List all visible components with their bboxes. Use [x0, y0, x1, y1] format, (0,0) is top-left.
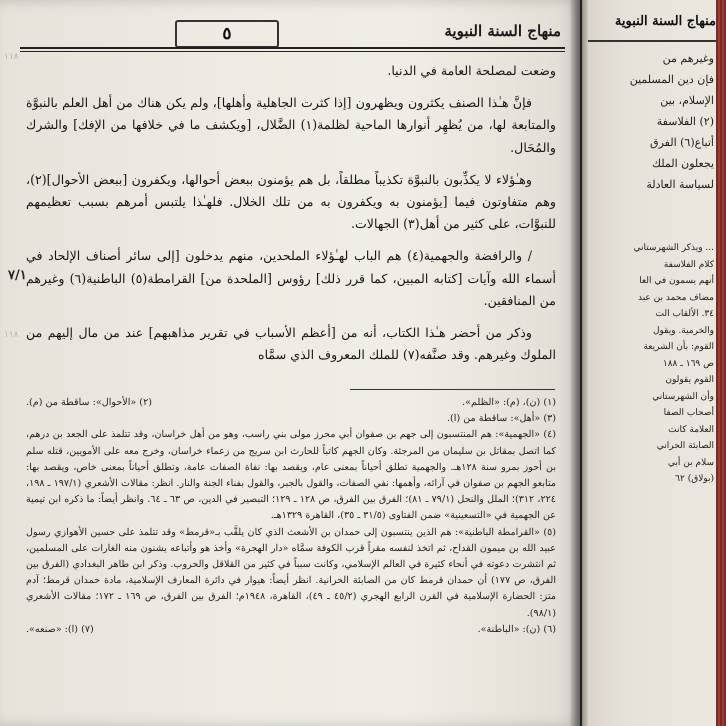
main-text	[26, 60, 556, 376]
footnote-row	[26, 622, 556, 638]
next-page-line: يجعلون الملك	[651, 157, 714, 170]
next-page-line: الصابئة الحراني	[656, 441, 714, 451]
next-page-line: سلام بن أبي	[667, 457, 714, 468]
footnote: (٧) (ا): «صنعه».	[26, 623, 94, 635]
page-number: ٥	[175, 20, 279, 48]
next-page-line: والخرمية. ويقول	[652, 325, 714, 336]
footnote: (٦) (ن): «الباطنة».	[477, 623, 556, 635]
footnote: (٣) «أهل»: ساقطة من (ا).	[446, 413, 556, 425]
next-page-line: القوم: بأن الشريعة	[643, 342, 714, 352]
next-page-line: (٢) الفلاسفة	[656, 115, 714, 128]
margin-reference-volume: ٧/١	[8, 268, 27, 283]
footnotes	[26, 395, 556, 638]
next-page-lines	[588, 48, 714, 195]
paragraph: وذكر من أحضر هـٰذا الكتاب، أنه من [أعظم الأسباب في تقرير مذاهبهم] عند من مال إليهم من الملوك وغيرهم. وقد صنَّفه(٧) للملك المعروف الذي سمَّاه	[26, 325, 556, 363]
next-page-line: الإسلام، بين	[660, 94, 714, 107]
running-title: منهاج السنة النبوية	[444, 22, 561, 40]
next-page-line: مضاف محمد بن عبد	[637, 292, 714, 303]
footnote: (٥) «القرامطة الباطنية»: هم الذين ينتسبون إلى حمدان بن الأشعث الذي كان يلقَّب بـ«قرمط» وقد تتلمذ على حسين الأهوازي رسول عبيد الله بن ميمون القداح، ثم اتخذ لنفسه مقراً قرب الكوفة سمَّاه «دار الهجرة» وأخذ هو وأتباعه يشنون منه الغارات على المسلمين، ثم انتشرت دعوته في أنحاء كثيرة في العالم الإسلامي، وكانت سبباً في كثير من القلاقل والحروب. وذكر ابن طاهر البغدادي (الفرق بين الفرق، ص ١٧٧) أن حمدان قرمط كان من الصابئة الحرانية. انظر أيضاً: هيوار في دائرة المعارف الإسلامية، مادة حمدان قرمط؛ آدم متز: الحضارة الإسلامية في القرن الرابع الهجري (٤٥/٢ ـ ٤٩)، القاهرة، ١٩٤٨م؛ الفرق بين الفرق، ص ١٦٩ ـ ١٧٢؛ مقالات الأشعري (٩٨/١).	[26, 526, 556, 619]
paragraph: وضعت لمصلحة العامة في الدنيا.	[387, 63, 556, 78]
next-page-line: وغيرهم من	[662, 52, 714, 65]
next-page-line: العلامة كانت	[668, 424, 714, 435]
margin-reference-top: ١١٨	[4, 52, 19, 62]
next-page-line: لسياسة العادلة	[646, 178, 714, 191]
next-page-line: ص ١٦٩ ـ ١٨٨	[662, 358, 714, 369]
footnote-divider	[350, 389, 555, 390]
footnote-row	[26, 395, 556, 411]
paragraph: / والرافضة والجهمية(٤) هم الباب لهـٰؤلاء الملحدين، منهم يدخلون [إلى سائر أصناف الإلحاد في أسماء الله وآيات [كتابه المبين، كما قرر ذلك] رؤوس [الملحدة من] القرامطة(٥) الباطنية(٦) وغيرهم من المنافقين.	[26, 248, 556, 308]
next-page-line: (بولاق) ٦٢	[675, 474, 714, 484]
page-edge	[716, 0, 726, 726]
footnote: (٢) «الأحوال»: ساقطة من (م).	[26, 397, 152, 408]
book-spine-shadow	[570, 0, 588, 726]
next-page-line: كلام الفلاسفة	[663, 259, 714, 270]
header-rule	[20, 47, 565, 49]
next-page-line: ٣٤. الألقاب الت	[655, 309, 714, 319]
next-page-line: أتباع(٦) الفرق	[650, 136, 714, 149]
next-page-line: القوم يقولون	[665, 375, 714, 385]
next-page-line: فإن دين المسلمين	[629, 73, 714, 86]
next-page-notes	[588, 240, 714, 488]
next-page-line: أنهم يسمون في العا	[639, 276, 714, 286]
header-rule-thin	[20, 51, 565, 52]
next-page-line: وأن الشهرستاني	[652, 391, 714, 402]
paragraph: وهـٰؤلاء لا يكذِّبون بالنبوَّة تكذيباً مطلقاً، بل هم يؤمنون ببعض أحوالها، ويكفرون [ببعض الأحوال](٢)، وهم متفاوتون فيما [يؤمنون به ويكفرون به من تلك الخلال. فلهـٰذا يلتبس أمرهم بسبب تعظيمهم للنبوَّات، على كثير من أهل(٣) الجهالات.	[26, 171, 556, 232]
margin-reference-low: ١١٨	[4, 330, 19, 340]
next-page-line: ... ويذكر الشهرستاني	[633, 243, 714, 253]
footnote: (١) (ن)، (م): «الظلم».	[462, 397, 556, 408]
page-header	[20, 18, 565, 48]
next-page-header: منهاج السنة النبوية	[588, 14, 716, 42]
next-page-line: أصحاب الصفا	[663, 408, 714, 418]
footnote: (٤) «الجهمية»: هم المنتسبون إلى جهم بن صفوان أبي محرز مولى بني راسب، وهو من أهل خراسان، وقد تتلمذ على الجعد بن درهم، كما اتصل بمقاتل بن سليمان من المرجئة. وكان الجهم كاتباً للحارث ابن سريج من زعماء خراسان، وخرج معه على الأمويين، قتله سلم بن أحوز بمرو سنة ١٢٨هـ. والجهمية تطلق أحياناً بمعنى عام، ويقصد بها: نفاة الصفات عامة، وتطلق أحياناً بمعنى خاص، ويقصد بها: متابعو الجهم بن صفوان في آرائه، وأهمها: نفي الصفات، والقول بالجبر، والقول بفناء الجنة والنار. انظر: مقالات الأشعري (١٩٧/١ ـ ١٩٨، ٢٢٤، ٣١٢)؛ الملل والنحل (٧٩/١ ـ ٨١)؛ الفرق بين الفرق، ص ١٢٨ ـ ١٢٩؛ التبصير في الدين، ص ٦٣ ـ ٦٤. وانظر أيضاً: ما ذكره ابن تيمية عن الجهمية في «التسعينية» ضمن الفتاوى (٣١/٥ ـ ٣٥)، القاهرة ١٣٢٩هـ.	[26, 429, 557, 522]
paragraph: فإنَّ هـٰذا الصنف يكثرون ويظهرون [إذا كثرت الجاهلية وأهلها]، ولم يكن هناك من أهل العلم بالنبوَّة والمتابعة لها، من يُظهِر أنوارها الماحية لظلمة(١) الضَّلال، [ويكشف ما في خلافها من الإفك] والشرك والمُحَال.	[26, 95, 556, 155]
